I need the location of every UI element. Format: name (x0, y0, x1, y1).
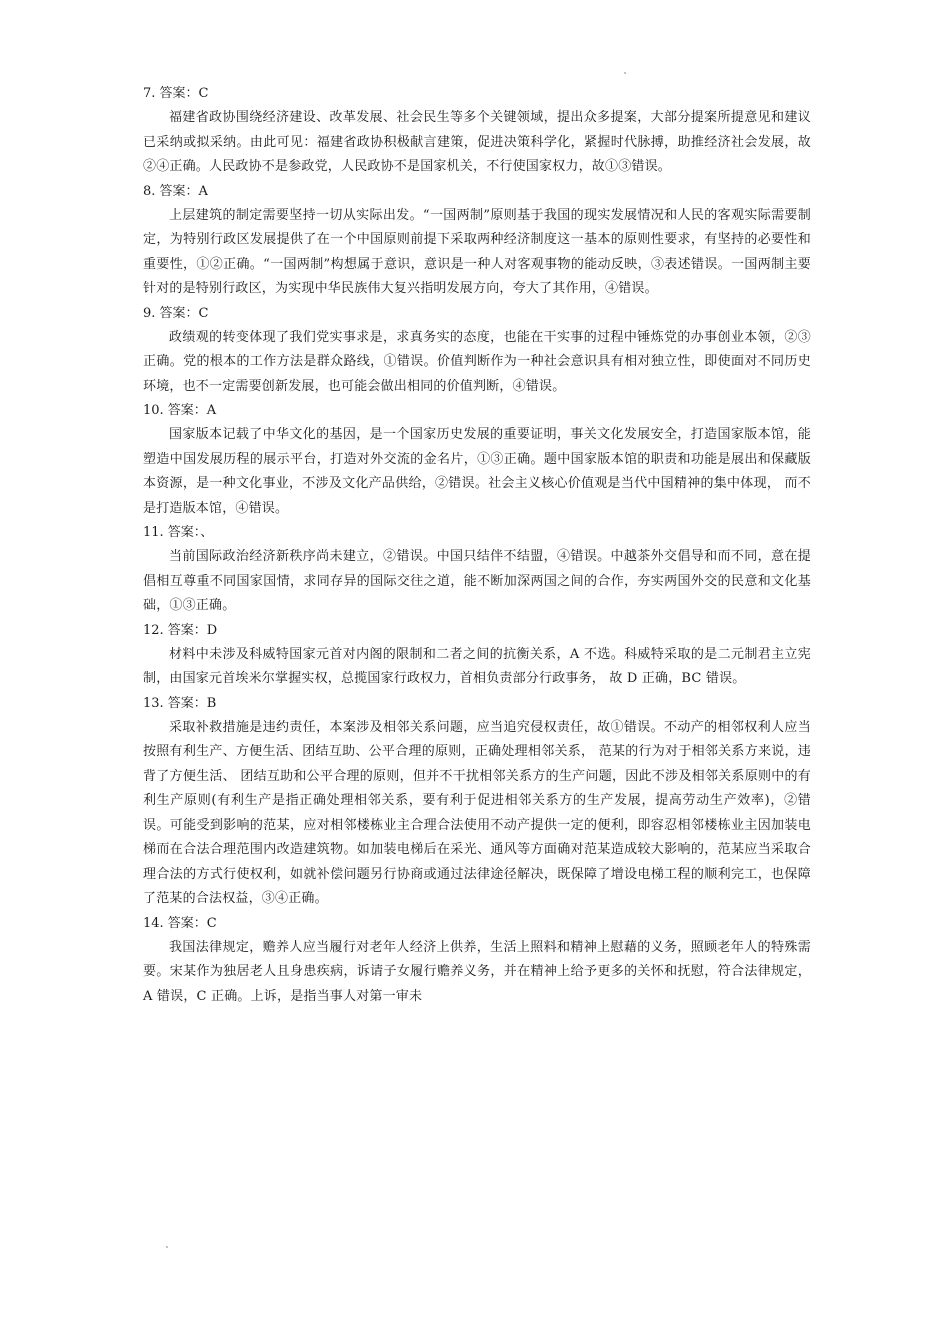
answer-item-10 (143, 399, 811, 521)
answer-item-7 (143, 82, 811, 180)
answer-label: 8. 答案：A (143, 183, 208, 199)
answer-explanation: 我国法律规定，赡养人应当履行对老年人经济上供养，生活上照料和精神上慰藉的义务，照顾老年人的特殊需要。宋某作为独居老人且身患疾病，诉请子女履行赡养义务，并在精神上给予更多的关怀和抚慰，符合法律规定，A 错误，C 正确。上诉，是指当事人对第一审未 (143, 939, 811, 1004)
answer-explanation: 采取补救措施是违约责任，本案涉及相邻关系问题，应当追究侵权责任，故①错误。不动产的相邻权利人应当按照有利生产、方便生活、团结互助、公平合理的原则，正确处理相邻关系， 范某的行为对于相邻关系方来说，违背了方便生活、 团结互助和公平合理的原则，但并不干扰相邻关系方的生产问题，因此不涉及相邻关系原则中的有利生产原则(有利生产是指正确处理相邻关系，要有利于促进相邻关系方的生产发展，提高劳动生产效率)，②错误。可能受到影响的范某，应对相邻楼栋业主合理合法使用不动产提供一定的便利，即容忍相邻楼栋业主因加装电梯而在合法合理范围内改造建筑物。如加装电梯后在采光、通风等方面确对范某造成较大影响的，范某应当采取合理合法的方式行使权利，如就补偿问题另行协商或通过法律途径解决，既保障了增设电梯工程的顺利完工，也保障了范某的合法权益，③④正确。 (143, 719, 811, 906)
answer-sheet (143, 82, 811, 1009)
answer-explanation: 国家版本记载了中华文化的基因，是一个国家历史发展的重要证明，事关文化发展安全，打造国家版本馆，能塑造中国发展历程的展示平台，打造对外交流的金名片，①③正确。题中国家版本馆的职责和功能是展出和保藏版本资源，是一种文化事业，不涉及文化产品供给，②错误。社会主义核心价值观是当代中国精神的集中体现， 而不是打造版本馆，④错误。 (143, 427, 811, 516)
answer-item-9 (143, 302, 811, 400)
answer-label: 7. 答案：C (143, 86, 209, 101)
answer-item-8 (143, 180, 811, 302)
answer-item-11 (143, 521, 811, 619)
answer-label: 9. 答案：C (143, 305, 209, 321)
answer-item-13 (143, 692, 811, 912)
answer-explanation: 上层建筑的制定需要坚持一切从实际出发。“一国两制”原则基于我国的现实发展情况和人民的客观实际需要制定，为特别行政区发展提供了在一个中国原则前提下采取两种经济制度这一基本的原则性要求，有坚持的必要性和重要性，①②正确。“一国两制”构想属于意识，意识是一种人对客观事物的能动反映，③表述错误。一国两制主要针对的是特别行政区，为实现中华民族伟大复兴指明发展方向，夸大了其作用，④错误。 (143, 207, 811, 296)
scan-speck-top (624, 72, 626, 74)
answer-explanation: 政绩观的转变体现了我们党实事求是，求真务实的态度，也能在干实事的过程中锤炼党的办事创业本领，②③正确。党的根本的工作方法是群众路线，①错误。价值判断作为一种社会意识具有相对独立性，即使面对不同历史环境，也不一定需要创新发展，也可能会做出相同的价值判断，④错误。 (143, 329, 811, 394)
answer-item-14 (143, 912, 811, 1010)
answer-item-12 (143, 619, 811, 692)
answer-label: 12. 答案：D (143, 622, 218, 638)
scan-speck-bottom (166, 1246, 168, 1248)
answer-label: 10. 答案：A (143, 403, 217, 418)
answer-label: 14. 答案：C (143, 915, 217, 931)
answer-label: 13. 答案：B (143, 695, 217, 711)
answer-explanation: 福建省政协围绕经济建设、改革发展、社会民生等多个关键领域，提出众多提案，大部分提案所提意见和建议已采纳或拟采纳。由此可见：福建省政协积极献言建策，促进决策科学化，紧握时代脉搏，助推经济社会发展，故②④正确。人民政协不是参政党，人民政协不是国家机关，不行使国家权力，故①③错误。 (143, 110, 811, 174)
answer-explanation: 当前国际政治经济新秩序尚未建立，②错误。中国只结伴不结盟，④错误。中越茶外交倡导和而不同，意在提倡相互尊重不同国家国情，求同存异的国际交往之道，能不断加深两国之间的合作，夯实两国外交的民意和文化基础，①③正确。 (143, 549, 811, 613)
answer-label: 11. 答案：、 (143, 525, 214, 540)
answer-explanation: 材料中未涉及科威特国家元首对内阁的限制和二者之间的抗衡关系，A 不选。科威特采取的是二元制君主立宪制，由国家元首埃米尔掌握实权，总揽国家行政权力，首相负责部分行政事务， 故 D 正确，BC 错误。 (143, 646, 811, 686)
